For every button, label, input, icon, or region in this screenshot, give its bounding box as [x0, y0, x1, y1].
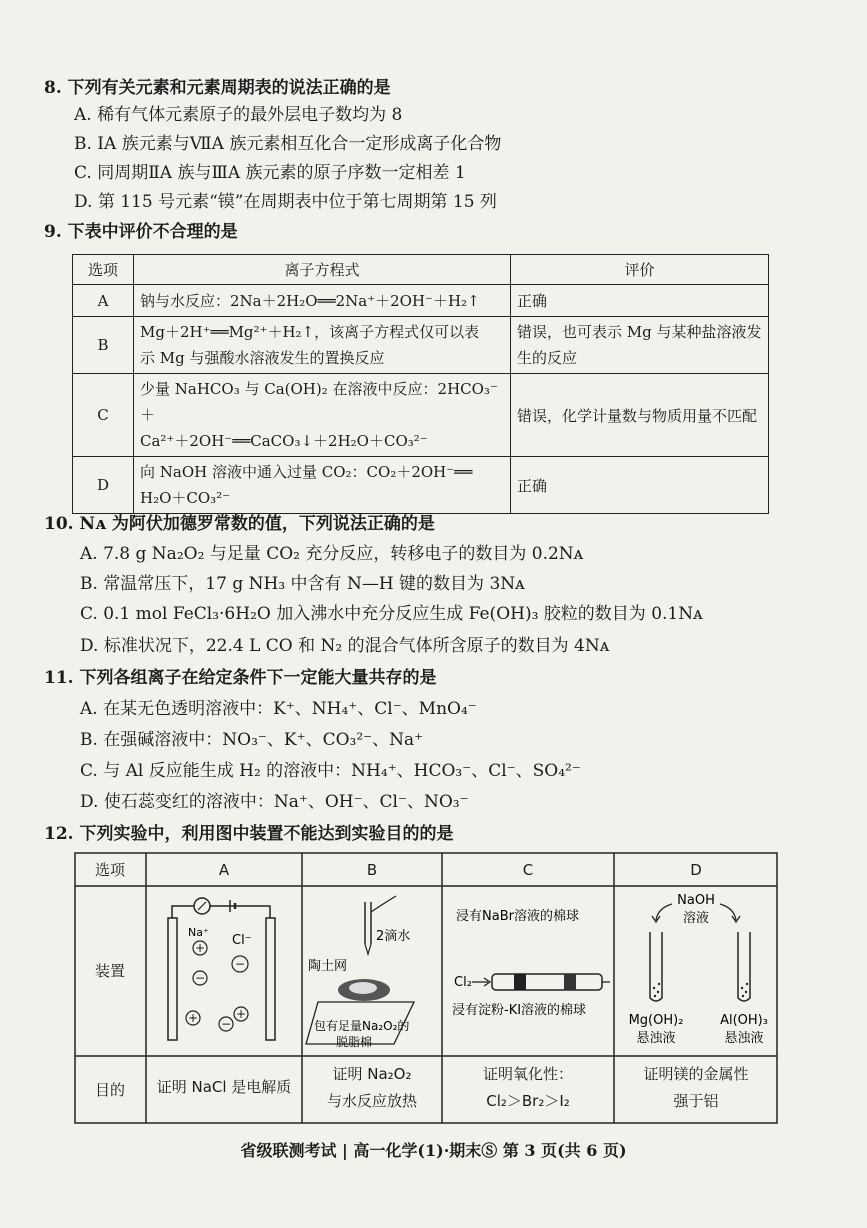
circuit-wire — [172, 906, 270, 918]
label-cotton-line1: 包有足量Na₂O₂的 — [314, 1019, 410, 1033]
label-cotton-line2: 脱脂棉 — [336, 1035, 373, 1049]
equation-line: 向 NaOH 溶液中通入过量 CO₂：CO₂＋2OH⁻══ — [140, 463, 473, 481]
figure-d-test-tubes — [629, 893, 768, 1046]
electrode-right — [266, 918, 275, 1040]
q9-table — [72, 254, 769, 514]
q12-purpose-a: 证明 NaCl 是电解质 — [156, 1078, 292, 1096]
q12-purpose-b-line2: 与水反应放热 — [326, 1092, 418, 1110]
cotton-highlight — [349, 982, 377, 994]
q9-header-row — [73, 255, 769, 285]
q12-row-purpose-label: 目的 — [94, 1081, 126, 1099]
svg-text:+: + — [235, 1007, 247, 1021]
electrode-left — [168, 918, 177, 1040]
q10-stem: 10. Nᴀ 为阿伏加德罗常数的值，下列说法正确的是 — [44, 514, 435, 534]
label-na-ion: Na⁺ — [188, 926, 209, 939]
figure-a-conductivity — [168, 898, 275, 1040]
q9-row-a — [73, 285, 769, 317]
q11-option-b: B. 在强碱溶液中：NO₃⁻、K⁺、CO₃²⁻、Na⁺ — [80, 730, 424, 750]
equation-line: 示 Mg 与强酸水溶液发生的置换反应 — [140, 349, 385, 367]
q8-option-a: A. 稀有气体元素原子的最外层电子数均为 8 — [74, 105, 403, 125]
q12-purpose-c-line1: 证明氧化性： — [482, 1065, 574, 1083]
label-starch-ki-cotton: 浸有淀粉-KI溶液的棉球 — [452, 1003, 587, 1018]
label-nabr-cotton: 浸有NaBr溶液的棉球 — [456, 909, 579, 924]
evaluation-line: 错误，化学计量数与物质用量不匹配 — [517, 406, 758, 425]
suspension-dots — [653, 983, 748, 997]
q12-purpose-b-line1: 证明 Na₂O₂ — [332, 1065, 412, 1083]
q9-header-evaluation: 评价 — [511, 255, 769, 285]
q9-row-d — [73, 457, 769, 514]
svg-text:−: − — [234, 957, 246, 971]
q11-option-c: C. 与 Al 反应能生成 H₂ 的溶液中：NH₄⁺、HCO₃⁻、Cl⁻、SO₄²⁻ — [80, 761, 581, 781]
svg-text:+: + — [187, 1011, 199, 1025]
figure-b-na2o2 — [306, 896, 414, 1049]
ion-signs — [188, 941, 246, 1031]
label-naoh: NaOH — [677, 893, 715, 908]
bleed-through-text — [540, 82, 545, 100]
q9-row-b — [73, 317, 769, 374]
label-cl-ion: Cl⁻ — [232, 933, 252, 948]
q12-header-b: B — [366, 861, 378, 879]
q12-purpose-d-line1: 证明镁的金属性 — [643, 1065, 749, 1083]
q12-header-option: 选项 — [94, 861, 126, 879]
q9-row-option: B — [73, 317, 134, 374]
q9-row-equation — [134, 317, 511, 374]
label-solution: 溶液 — [682, 911, 710, 926]
evaluation-line: 正确 — [517, 476, 548, 495]
q11-option-a: A. 在某无色透明溶液中：K⁺、NH₄⁺、Cl⁻、MnO₄⁻ — [80, 699, 477, 719]
q8-option-b: B. ⅠA 族元素与ⅦA 族元素相互化合一定形成离子化合物 — [74, 134, 502, 154]
q10-option-c: C. 0.1 mol FeCl₃·6H₂O 加入沸水中充分反应生成 Fe(OH)₃ 胶粒的数目为 0.1Nᴀ — [80, 604, 703, 624]
equation-line: 钠与水反应：2Na＋2H₂O══2Na⁺＋2OH⁻＋H₂↑ — [140, 292, 480, 310]
q9-row-equation — [134, 374, 511, 457]
label-chlorine-gas: Cl₂ — [454, 975, 472, 990]
equation-line: Mg＋2H⁺══Mg²⁺＋H₂↑，该离子方程式仅可以表 — [140, 323, 480, 341]
q12-header-a: A — [218, 861, 230, 879]
q9-row-c — [73, 374, 769, 457]
equation-line: H₂O＋CO₃²⁻ — [140, 489, 231, 507]
label-two-drops-water: 2滴水 — [376, 929, 411, 944]
q9-row-evaluation — [511, 285, 769, 317]
q12-table — [74, 852, 778, 1124]
label-clay-mesh: 陶土网 — [308, 959, 348, 974]
label-al-suspension: 悬浊液 — [724, 1031, 764, 1046]
q9-header-equation: 离子方程式 — [134, 255, 511, 285]
glass-tube — [492, 974, 602, 990]
q9-row-option: D — [73, 457, 134, 514]
test-tube-left — [650, 932, 662, 1001]
evaluation-line: 生的反应 — [517, 349, 578, 367]
equation-line: 少量 NaHCO₃ 与 Ca(OH)₂ 在溶液中反应：2HCO₃⁻＋ — [140, 380, 498, 424]
q11-option-d: D. 使石蕊变红的溶液中：Na⁺、OH⁻、Cl⁻、NO₃⁻ — [80, 792, 469, 812]
q9-row-evaluation — [511, 374, 769, 457]
q9-row-option: C — [73, 374, 134, 457]
q12-stem: 12. 下列实验中，利用图中装置不能达到实验目的的是 — [44, 824, 454, 844]
q12-purpose-d-line2: 强于铝 — [673, 1092, 719, 1110]
q8-option-d: D. 第 115 号元素“镆”在周期表中位于第七周期第 15 列 — [74, 192, 497, 212]
test-tube-right — [738, 932, 750, 1001]
hand-icon — [371, 896, 396, 912]
cotton-starch-ki — [564, 974, 576, 990]
q8-option-c: C. 同周期ⅡA 族与ⅢA 族元素的原子序数一定相差 1 — [74, 163, 466, 183]
svg-text:−: − — [194, 971, 206, 985]
svg-text:+: + — [194, 941, 206, 955]
q9-row-evaluation — [511, 457, 769, 514]
q11-stem: 11. 下列各组离子在给定条件下一定能大量共存的是 — [44, 668, 437, 688]
evaluation-line: 错误，也可表示 Mg 与某种盐溶液发 — [517, 323, 762, 341]
svg-text:−: − — [220, 1017, 232, 1031]
q12-purpose-c-line2: Cl₂＞Br₂＞I₂ — [486, 1092, 570, 1110]
label-mg-oh2: Mg(OH)₂ — [628, 1013, 684, 1028]
q10-option-b: B. 常温常压下，17 g NH₃ 中含有 N—H 键的数目为 3Nᴀ — [80, 574, 525, 594]
q10-option-d: D. 标准状况下，22.4 L CO 和 N₂ 的混合气体所含原子的数目为 4Nᴀ — [80, 636, 610, 656]
q9-header-option: 选项 — [73, 255, 134, 285]
q9-stem: 9. 下表中评价不合理的是 — [44, 222, 238, 242]
q9-row-equation — [134, 285, 511, 317]
q9-row-equation — [134, 457, 511, 514]
equation-line: Ca²⁺＋2OH⁻══CaCO₃↓＋2H₂O＋CO₃²⁻ — [140, 432, 428, 450]
cotton-nabr — [514, 974, 526, 990]
figure-c-oxidation-tube — [452, 908, 610, 1018]
q10-option-a: A. 7.8 g Na₂O₂ 与足量 CO₂ 充分反应，转移电子的数目为 0.2Nᴀ — [80, 544, 584, 564]
label-mg-suspension: 悬浊液 — [636, 1031, 676, 1046]
q12-header-d: D — [690, 861, 702, 879]
q9-row-evaluation — [511, 317, 769, 374]
label-al-oh3: Al(OH)₃ — [720, 1013, 768, 1028]
page-footer: 省级联测考试 | 高一化学(1)·期末Ⓢ 第 3 页(共 6 页) — [240, 1141, 627, 1160]
q12-row-device-label: 装置 — [94, 962, 126, 980]
evaluation-line: 正确 — [517, 292, 548, 310]
q9-row-option: A — [73, 285, 134, 317]
q8-stem: 8. 下列有关元素和元素周期表的说法正确的是 — [44, 78, 391, 98]
q12-header-c: C — [522, 861, 534, 879]
